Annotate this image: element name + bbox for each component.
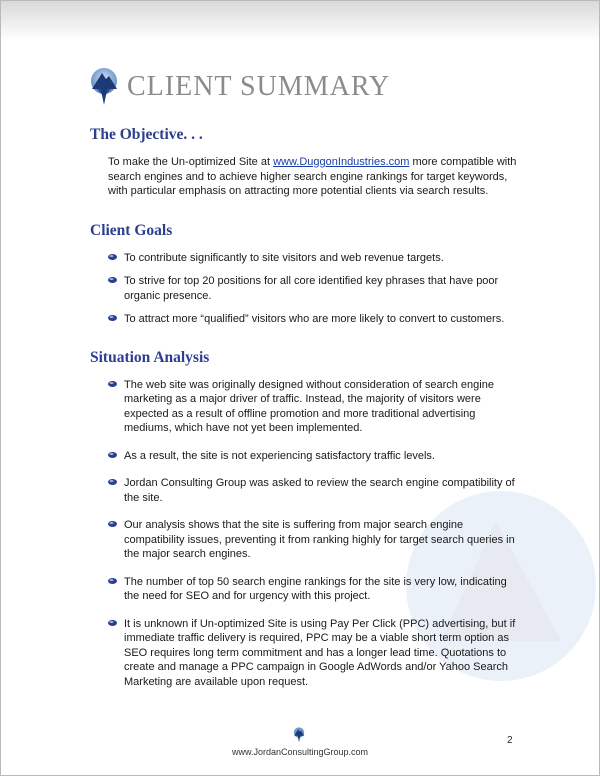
bullet-icon bbox=[108, 452, 117, 458]
list-item: Our analysis shows that the site is suffering from major search engine compatibility issues, preventing it from ranking highly for target search queries in the major search engines. bbox=[90, 518, 520, 562]
objective-text-before: To make the Un-optimized Site at bbox=[108, 156, 274, 168]
list-item: As a result, the site is not experiencing satisfactory traffic levels. bbox=[90, 449, 520, 464]
content bbox=[90, 125, 520, 689]
bullet-icon bbox=[108, 521, 117, 527]
list-item: To contribute significantly to site visitors and web revenue targets. bbox=[90, 251, 520, 266]
mountain-globe-logo-icon bbox=[89, 67, 119, 107]
footer-logo-icon bbox=[293, 727, 305, 743]
bullet-icon bbox=[108, 315, 117, 321]
header bbox=[89, 67, 390, 107]
bullet-icon bbox=[108, 479, 117, 485]
footer-url[interactable]: www.JordanConsultingGroup.com bbox=[231, 747, 369, 757]
list-item: To attract more “qualified” visitors who are more likely to convert to customers. bbox=[90, 312, 520, 327]
objective-section bbox=[90, 125, 520, 199]
list-item: The web site was originally designed without consideration of search engine marketing as a major driver of traffic. Instead, the majority of visitors were expected as a result of offline promotion and more traditional advertising mediums, which have not yet been implemented. bbox=[90, 378, 520, 436]
objective-text bbox=[108, 155, 518, 199]
situation-analysis-heading: Situation Analysis bbox=[90, 348, 210, 366]
bullet-icon bbox=[108, 620, 117, 626]
situation-analysis-section bbox=[90, 348, 520, 690]
bullet-icon bbox=[108, 578, 117, 584]
list-item: The number of top 50 search engine rankings for the site is very low, indicating the need for SEO and for urgency with this project. bbox=[90, 575, 520, 604]
client-goals-heading: Client Goals bbox=[90, 221, 173, 239]
list-item: Jordan Consulting Group was asked to review the search engine compatibility of the site. bbox=[90, 476, 520, 505]
objective-heading: The Objective. . . bbox=[90, 126, 203, 143]
objective-text-after: more compatible with search engines and to achieve higher search engine rankings for target keywords, with particular emphasis on attracting more potential clients via search results. bbox=[108, 156, 517, 197]
situation-analysis-list bbox=[90, 378, 520, 690]
client-goals-section bbox=[90, 221, 520, 327]
client-goals-list bbox=[90, 251, 520, 327]
site-link[interactable]: www.DuggonIndustries.com bbox=[273, 156, 410, 168]
list-item: To strive for top 20 positions for all core identified key phrases that have poor organic presence. bbox=[90, 274, 520, 303]
bullet-icon bbox=[108, 381, 117, 387]
page-number: 2 bbox=[507, 735, 513, 746]
bullet-icon bbox=[108, 277, 117, 283]
top-gradient-bar bbox=[1, 1, 599, 41]
page-title: CLIENT SUMMARY bbox=[127, 71, 391, 102]
list-item: It is unknown if Un-optimized Site is using Pay Per Click (PPC) advertising, but if immediate traffic delivery is required, PPC may be a viable short term option as SEO requires long term commitment and has a longer lead time. Quotations to create and manage a PPC campaign in Google AdWords and/or Yahoo Search Marketing are available upon request. bbox=[90, 617, 520, 690]
bullet-icon bbox=[108, 254, 117, 260]
